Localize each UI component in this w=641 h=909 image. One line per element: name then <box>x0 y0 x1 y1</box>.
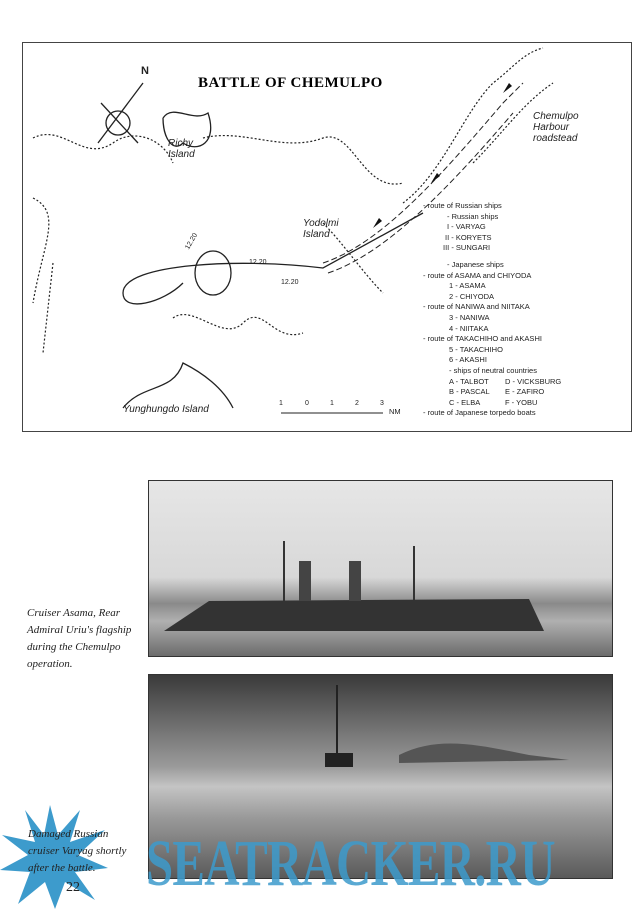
time-label: 12.20 <box>184 232 200 251</box>
north-label: N <box>141 65 149 77</box>
legend-item: 4 - NIITAKA <box>449 323 489 333</box>
neutral-ship: C - ELBA <box>449 397 481 407</box>
legend-item: - route of Japanese torpedo boats <box>423 408 536 418</box>
legend-neutral-row <box>449 387 561 398</box>
time-label: 12.20 <box>281 279 299 286</box>
caption-varyag: Damaged Russian cruiser Varyag shortly after the battle. <box>28 828 127 874</box>
legend-item: - Japanese ships <box>447 259 504 269</box>
legend-item: II - KORYETS <box>445 232 492 242</box>
neutral-ship: A - TALBOT <box>449 376 489 386</box>
legend-item: - Russian ships <box>447 211 499 221</box>
richy-island-label: Richy Island <box>168 138 195 160</box>
map-legend <box>423 201 561 419</box>
legend-item: 6 - AKASHI <box>449 355 487 365</box>
scale-unit: NM <box>389 407 401 416</box>
photo-cruiser-asama <box>148 480 613 657</box>
legend-item: - ships of neutral countries <box>449 365 537 375</box>
scale-tick: 1 <box>279 400 283 407</box>
scale-tick: 3 <box>380 400 384 407</box>
legend-item: III - SUNGARI <box>443 243 491 253</box>
legend-item: - route of Russian ships <box>423 201 502 210</box>
scale-tick: 2 <box>355 400 359 407</box>
legend-neutral-row <box>449 398 561 409</box>
scale-tick: 1 <box>330 400 334 407</box>
legend-neutral-row <box>449 377 561 388</box>
ship-silhouette <box>149 481 613 657</box>
legend-item: 1 - ASAMA <box>449 281 486 291</box>
legend-item: - route of TAKACHIHO and AKASHI <box>423 334 542 344</box>
legend-item: I - VARYAG <box>447 222 486 232</box>
yodolmi-island-label: Yodolmi Island <box>303 218 339 240</box>
neutral-ship: B - PASCAL <box>449 387 490 397</box>
neutral-ship: E - ZAFIRO <box>505 387 545 397</box>
legend-item: - route of NANIWA and NIITAKA <box>423 302 530 312</box>
legend-item: - route of ASAMA and CHIYODA <box>423 270 532 280</box>
time-label: 12.20 <box>249 259 267 266</box>
map-title: BATTLE OF CHEMULPO <box>198 75 383 91</box>
battle-map <box>22 42 632 432</box>
legend-item: 5 - TAKACHIHO <box>449 344 503 354</box>
watermark: SEATRACKER.RU <box>146 827 555 900</box>
neutral-ship: D - VICKSBURG <box>505 376 562 386</box>
scale-tick: 0 <box>305 400 309 407</box>
legend-item: 3 - NANIWA <box>449 312 490 322</box>
page-number: 22 <box>66 880 80 895</box>
legend-item: 2 - CHIYODA <box>449 291 495 301</box>
yunghungdo-island-label: Yunghungdo Island <box>123 404 209 415</box>
chemulpo-label: Chemulpo Harbour roadstead <box>533 111 579 144</box>
caption-asama: Cruiser Asama, Rear Admiral Uriu's flagship during the Chemulpo operation. <box>27 607 132 670</box>
neutral-ship: F - YOBU <box>505 397 538 407</box>
